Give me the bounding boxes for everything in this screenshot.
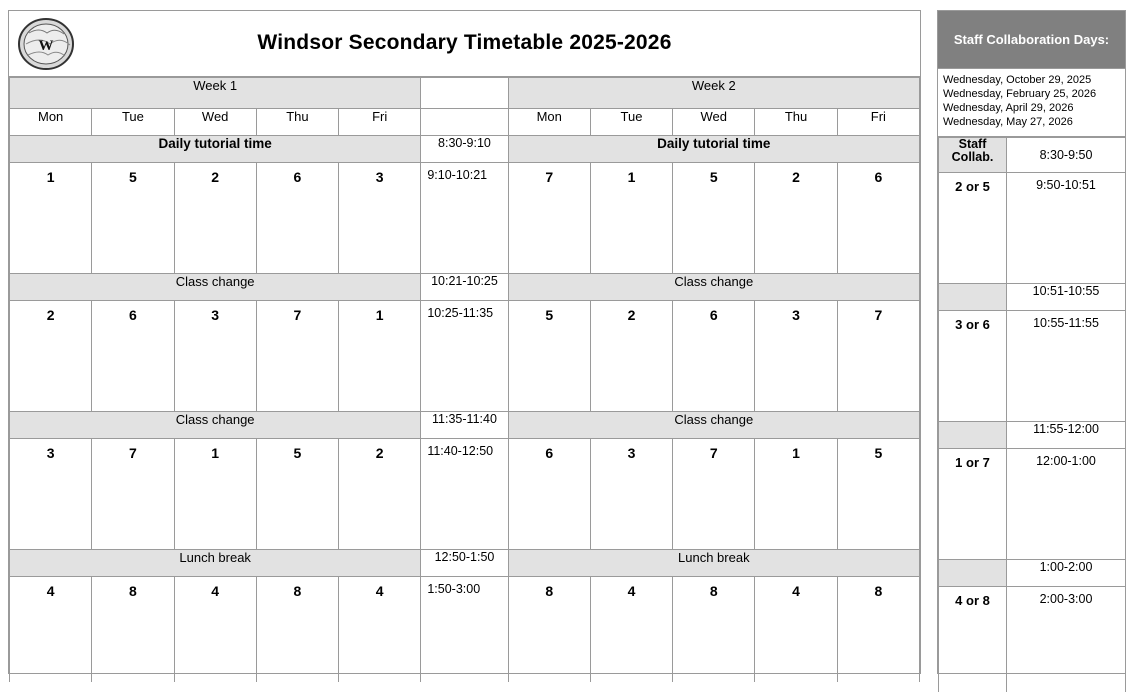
w2-block-cell: 7 bbox=[508, 163, 590, 274]
w2-block-cell: 4 bbox=[755, 577, 837, 683]
w1-block-cell: 2 bbox=[339, 439, 421, 550]
w1-day-tue: Tue bbox=[92, 109, 174, 136]
timetable-panel bbox=[8, 10, 921, 674]
collab-row-staff-collab bbox=[939, 138, 1126, 173]
block-time: 10:25-11:35 bbox=[421, 301, 508, 412]
collab-row-block-2 bbox=[939, 311, 1126, 422]
collab-label: Staff Collab. bbox=[939, 138, 1007, 173]
w2-block-cell: 8 bbox=[673, 577, 755, 683]
w2-band-label: Daily tutorial time bbox=[508, 136, 919, 163]
w2-block-cell: 8 bbox=[837, 577, 919, 683]
collab-time: 10:55-11:55 bbox=[1007, 311, 1126, 422]
w2-day-fri: Fri bbox=[837, 109, 919, 136]
w2-block-cell: 5 bbox=[508, 301, 590, 412]
w1-day-wed: Wed bbox=[174, 109, 256, 136]
collab-row-block-1 bbox=[939, 173, 1126, 284]
collab-time: 10:51-10:55 bbox=[1007, 284, 1126, 311]
band-row-lunch bbox=[10, 550, 920, 577]
block-row-1 bbox=[10, 163, 920, 274]
w1-block-cell: 1 bbox=[339, 301, 421, 412]
w2-block-cell: 6 bbox=[837, 163, 919, 274]
week-header-spacer bbox=[421, 78, 508, 109]
collab-date: Wednesday, May 27, 2026 bbox=[943, 115, 1121, 129]
w1-block-cell: 8 bbox=[92, 577, 174, 683]
w2-block-cell: 7 bbox=[673, 439, 755, 550]
collab-time: 12:00-1:00 bbox=[1007, 449, 1126, 560]
w2-block-cell: 6 bbox=[508, 439, 590, 550]
w1-band-label: Class change bbox=[10, 274, 421, 301]
w2-band-label: Class change bbox=[508, 274, 919, 301]
w2-block-cell: 1 bbox=[590, 163, 672, 274]
collab-row-block-3 bbox=[939, 449, 1126, 560]
page-title: Windsor Secondary Timetable 2025-2026 bbox=[9, 31, 920, 55]
collab-label bbox=[939, 284, 1007, 311]
collab-row-change-2 bbox=[939, 422, 1126, 449]
w2-block-cell: 7 bbox=[837, 301, 919, 412]
collab-schedule-table bbox=[938, 137, 1126, 692]
w2-block-cell: 2 bbox=[590, 301, 672, 412]
w2-day-tue: Tue bbox=[590, 109, 672, 136]
timetable-table bbox=[9, 77, 920, 682]
collab-label: 4 or 8 bbox=[939, 587, 1007, 692]
collab-label: 1 or 7 bbox=[939, 449, 1007, 560]
w1-band-label: Class change bbox=[10, 412, 421, 439]
w2-band-label: Class change bbox=[508, 412, 919, 439]
w1-block-cell: 1 bbox=[10, 163, 92, 274]
w1-block-cell: 3 bbox=[339, 163, 421, 274]
collab-dates-list bbox=[938, 69, 1125, 137]
block-time: 1:50-3:00 bbox=[421, 577, 508, 683]
block-time: 9:10-10:21 bbox=[421, 163, 508, 274]
w2-block-cell: 5 bbox=[673, 163, 755, 274]
w2-band-label: Lunch break bbox=[508, 550, 919, 577]
title-row bbox=[9, 11, 920, 77]
collab-date: Wednesday, April 29, 2026 bbox=[943, 101, 1121, 115]
w1-block-cell: 7 bbox=[92, 439, 174, 550]
w2-day-thu: Thu bbox=[755, 109, 837, 136]
w2-block-cell: 3 bbox=[590, 439, 672, 550]
w2-block-cell: 6 bbox=[673, 301, 755, 412]
w1-block-cell: 5 bbox=[92, 163, 174, 274]
band-time: 12:50-1:50 bbox=[421, 550, 508, 577]
w2-day-mon: Mon bbox=[508, 109, 590, 136]
block-row-4 bbox=[10, 577, 920, 683]
w1-block-cell: 3 bbox=[10, 439, 92, 550]
w1-block-cell: 4 bbox=[339, 577, 421, 683]
band-time: 10:21-10:25 bbox=[421, 274, 508, 301]
w2-block-cell: 2 bbox=[755, 163, 837, 274]
svg-text:W: W bbox=[39, 38, 54, 54]
collab-time: 8:30-9:50 bbox=[1007, 138, 1126, 173]
w1-band-label: Daily tutorial time bbox=[10, 136, 421, 163]
w2-block-cell: 8 bbox=[508, 577, 590, 683]
w1-block-cell: 2 bbox=[10, 301, 92, 412]
w1-block-cell: 6 bbox=[92, 301, 174, 412]
collab-header: Staff Collaboration Days: bbox=[938, 11, 1125, 69]
collab-row-block-4 bbox=[939, 587, 1126, 692]
week2-header: Week 2 bbox=[508, 78, 919, 109]
band-row-class-change-1 bbox=[10, 274, 920, 301]
w1-block-cell: 8 bbox=[256, 577, 338, 683]
collab-time: 9:50-10:51 bbox=[1007, 173, 1126, 284]
block-time: 11:40-12:50 bbox=[421, 439, 508, 550]
w1-block-cell: 3 bbox=[174, 301, 256, 412]
band-time: 8:30-9:10 bbox=[421, 136, 508, 163]
collab-row-change-1 bbox=[939, 284, 1126, 311]
collab-label bbox=[939, 560, 1007, 587]
collab-date: Wednesday, October 29, 2025 bbox=[943, 73, 1121, 87]
w1-block-cell: 7 bbox=[256, 301, 338, 412]
w1-day-mon: Mon bbox=[10, 109, 92, 136]
week-header-row bbox=[10, 78, 920, 109]
collab-label: 3 or 6 bbox=[939, 311, 1007, 422]
w1-block-cell: 5 bbox=[256, 439, 338, 550]
w1-block-cell: 1 bbox=[174, 439, 256, 550]
w2-block-cell: 4 bbox=[590, 577, 672, 683]
band-time: 11:35-11:40 bbox=[421, 412, 508, 439]
collab-date: Wednesday, February 25, 2026 bbox=[943, 87, 1121, 101]
w2-block-cell: 5 bbox=[837, 439, 919, 550]
w1-day-thu: Thu bbox=[256, 109, 338, 136]
collab-label bbox=[939, 422, 1007, 449]
day-header-row bbox=[10, 109, 920, 136]
collab-label: 2 or 5 bbox=[939, 173, 1007, 284]
band-row-class-change-2 bbox=[10, 412, 920, 439]
collab-row-lunch bbox=[939, 560, 1126, 587]
week1-header: Week 1 bbox=[10, 78, 421, 109]
w1-block-cell: 4 bbox=[10, 577, 92, 683]
collab-time: 11:55-12:00 bbox=[1007, 422, 1126, 449]
w2-block-cell: 3 bbox=[755, 301, 837, 412]
collab-time: 2:00-3:00 bbox=[1007, 587, 1126, 692]
band-row-tutorial bbox=[10, 136, 920, 163]
w1-day-fri: Fri bbox=[339, 109, 421, 136]
block-row-2 bbox=[10, 301, 920, 412]
w1-band-label: Lunch break bbox=[10, 550, 421, 577]
block-row-3 bbox=[10, 439, 920, 550]
w2-block-cell: 1 bbox=[755, 439, 837, 550]
staff-collaboration-panel bbox=[937, 10, 1126, 674]
day-header-spacer bbox=[421, 109, 508, 136]
w1-block-cell: 4 bbox=[174, 577, 256, 683]
w1-block-cell: 6 bbox=[256, 163, 338, 274]
w2-day-wed: Wed bbox=[673, 109, 755, 136]
w1-block-cell: 2 bbox=[174, 163, 256, 274]
collab-time: 1:00-2:00 bbox=[1007, 560, 1126, 587]
